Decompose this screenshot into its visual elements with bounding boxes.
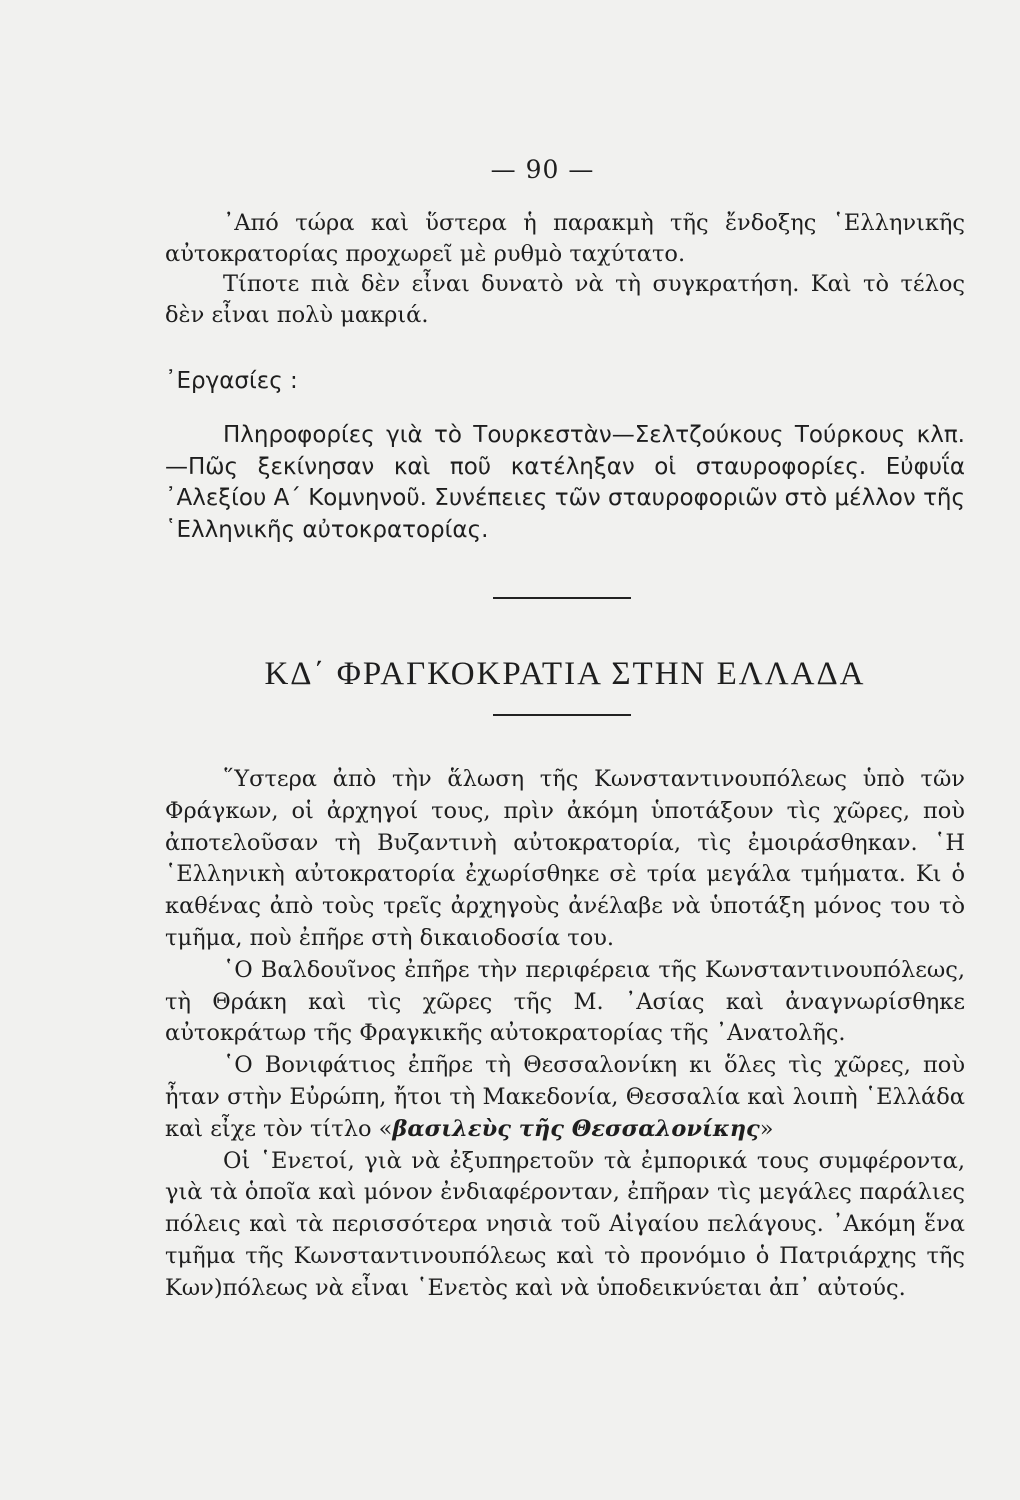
divider-top [493, 597, 631, 599]
divider-bottom [493, 714, 631, 716]
title-basileus: βασιλεὺς τῆς Θεσσαλονίκης [392, 1115, 760, 1142]
work-label: ᾿Εργασίες : [165, 368, 298, 394]
summary-text: Πληροφορίες γιὰ τὸ Τουρκεστὰν—Σελτζούκους Τούρκους κλπ.—Πῶς ξεκίνησαν καὶ ποῦ κατέληξαν οἱ σταυροφορίες. Εὐφυΐα ᾿Αλεξίου Α΄ Κομνηνοῦ. Συνέπειες τῶν σταυροφοριῶν στὸ μέλλον τῆς ῾Ελληνικῆς αὐτοκρατορίας. [165, 422, 965, 543]
body-paragraph-4: Οἱ ῾Ενετοί, γιὰ νὰ ἐξυπηρετοῦν τὰ ἐμπορικά τους συμφέροντα, γιὰ τὰ ὁποῖα καὶ μόνον ἐνδιαφέρονταν, ἐπῆραν τὶς μεγάλες παράλιες πόλεις καὶ τὰ περισσότερα νησιὰ τοῦ Αἰγαίου πελάγους. ᾿Ακόμη ἕνα τμῆμα τῆς Κωνσταντινουπόλεως καὶ τὸ προνόμιο ὁ Πατριάρχης τῆς Κων)πόλεως νὰ εἶναι ῾Ενετὸς καὶ νὰ ὑποδεικνύεται ἀπ᾿ αὐτούς. [165, 1147, 965, 1301]
chapter-summary [165, 420, 965, 546]
body-paragraph-1: ῞Υστερα ἀπὸ τὴν ἅλωση τῆς Κωνσταντινουπόλεως ὑπὸ τῶν Φράγκων, οἱ ἀρχηγοί τους, πρὶν ἀκόμη ὑποτάξουν τὶς χῶρες, ποὺ ἀποτελοῦσαν τὴ Βυζαντινὴ αὐτοκρατορία, τὶς ἐμοιράσθηκαν. ῾Η ῾Ελληνικὴ αὐτοκρατορία ἐχωρίσθηκε σὲ τρία μεγάλα τμήματα. Κι ὁ καθένας ἀπὸ τοὺς τρεῖς ἀρχηγοὺς ἀνέλαβε νὰ ὑποτάξη μόνος του τὸ τμῆμα, ποὺ ἐπῆρε στὴ δικαιοδοσία του. [165, 766, 965, 951]
intro-paragraph-2: Τίποτε πιὰ δὲν εἶναι δυνατὸ νὰ τὴ συγκρατήση. Καὶ τὸ τέλος δὲν εἶναι πολὺ μακριά. [165, 271, 965, 328]
intro-paragraph-1: ᾿Από τώρα καὶ ὕστερα ἡ παρακμὴ τῆς ἔνδοξης ῾Ελληνικῆς αὐτοκρατορίας προχωρεῖ μὲ ρυθμὸ ταχύτατο. [165, 210, 965, 267]
body-paragraph-3 [165, 1050, 965, 1145]
page-number: — 90 — [490, 155, 595, 184]
body-paragraph-3-start: ῾Ο Βονιφάτιος ἐπῆρε τὴ Θεσσαλονίκη κι ὅλες τὶς χῶρες, ποὺ ἦταν στὴν Εὐρώπη, ἤτοι τὴ Μακεδονία, Θεσσαλία καὶ λοιπὴ ῾Ελλάδα καὶ εἶχε τὸν τίτλο « [165, 1052, 965, 1142]
body-paragraph-2: ῾Ο Βαλδουῖνος ἐπῆρε τὴν περιφέρεια τῆς Κωνσταντινουπόλεως, τὴ Θράκη καὶ τὶς χῶρες τῆς Μ. ᾿Ασίας καὶ ἀναγνωρίσθηκε αὐτοκράτωρ τῆς Φραγκικῆς αὐτοκρατορίας τῆς ᾿Ανατολῆς. [165, 956, 965, 1047]
chapter-body [165, 764, 965, 1305]
body-paragraph-3-end: » [759, 1115, 774, 1142]
chapter-title: ΚΔ΄ ΦΡΑΓΚΟΚΡΑΤΙΑ ΣΤΗΝ ΕΛΛΑΔΑ [264, 656, 866, 692]
intro-section [165, 208, 965, 330]
